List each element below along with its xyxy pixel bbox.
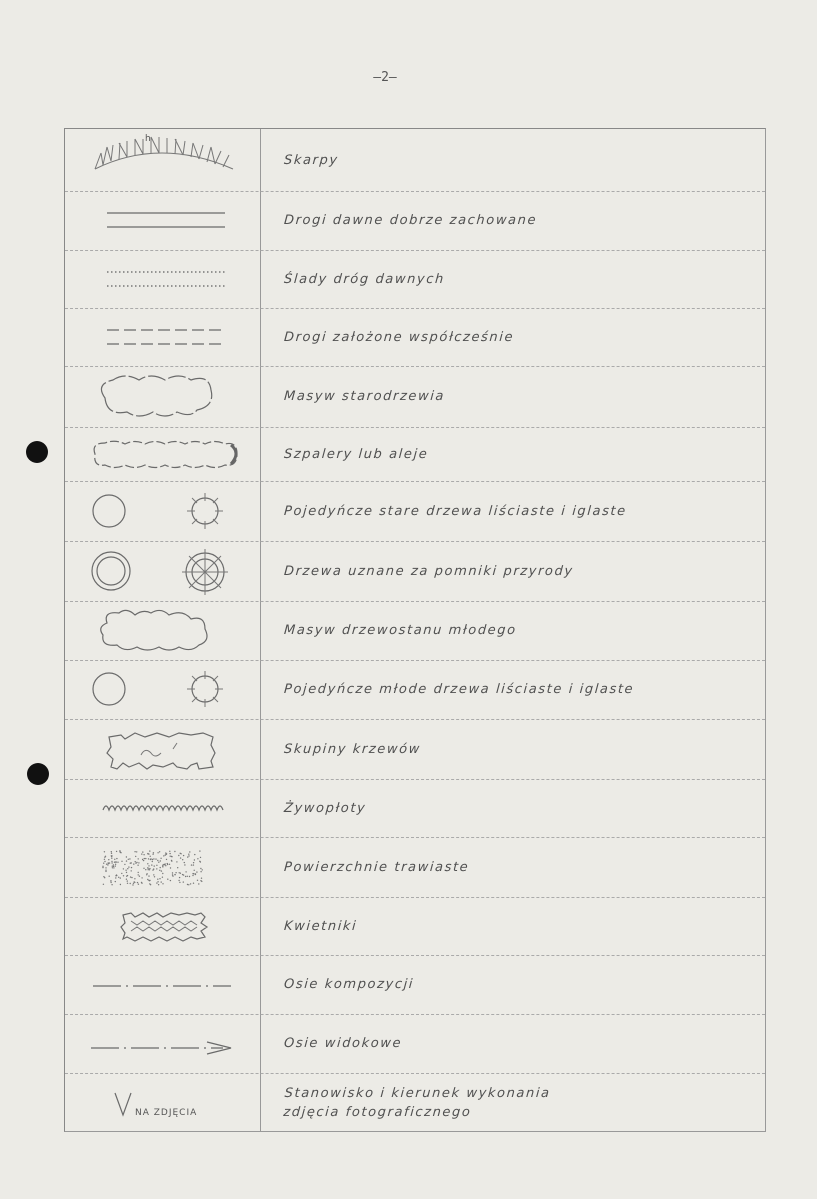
legend-row-young-tree-mass	[65, 601, 765, 661]
label-cell	[284, 1073, 759, 1132]
double-dashed-line-icon	[65, 308, 260, 366]
legend-label: Drzewa uznane za pomniki przyrody	[283, 563, 575, 579]
legend-label	[283, 1084, 552, 1122]
legend-row-shrub-groups	[65, 719, 765, 780]
legend-label-line: zdjęcia fotograficznego	[282, 1104, 472, 1120]
legend-label: Skarpy	[283, 152, 340, 168]
legend-row-grass-areas	[65, 837, 765, 898]
single-tree-icon	[65, 481, 260, 541]
young-single-tree-icon	[65, 660, 260, 719]
photo-symbol-caption: NA ZDJĘCIA	[135, 1108, 198, 1118]
label-cell	[284, 541, 759, 601]
double-solid-line-icon	[65, 191, 260, 250]
legend-row-escarpment	[65, 129, 765, 192]
tree-mass-cloud-icon	[65, 366, 260, 427]
label-cell	[284, 897, 759, 955]
legend-row-single-young-trees	[65, 660, 765, 720]
young-tree-mass-icon	[65, 601, 260, 660]
label-cell	[284, 779, 759, 837]
legend-label: Masyw starodrzewia	[283, 389, 446, 404]
legend-row-single-old-trees	[65, 481, 765, 542]
legend-label: Drogi dawne dobrze zachowane	[283, 213, 538, 228]
legend-row-view-axes	[65, 1014, 765, 1074]
escarpment-hachure-icon	[65, 129, 260, 191]
legend-label: Pojedyńcze młode drzewa liściaste i iglaste	[283, 682, 635, 697]
legend-label: Szpalery lub aleje	[283, 446, 429, 462]
label-cell	[284, 719, 759, 779]
legend-label: Powierzchnie trawiaste	[283, 859, 470, 875]
legend-label-line: Stanowisko i kierunek wykonania	[284, 1085, 552, 1101]
legend-row-composition-axes	[65, 955, 765, 1015]
label-cell	[284, 601, 759, 660]
label-cell	[284, 191, 759, 250]
label-cell	[284, 955, 759, 1014]
legend-row-hedges	[65, 779, 765, 838]
shrub-group-icon	[65, 719, 260, 779]
punch-hole-top	[26, 441, 48, 463]
label-cell	[284, 660, 759, 719]
page-number: –2–	[373, 70, 397, 85]
legend-row-modern-roads	[65, 308, 765, 367]
label-cell	[284, 837, 759, 897]
photo-position-icon	[65, 1073, 260, 1132]
double-dotted-line-icon	[65, 250, 260, 308]
label-cell	[284, 250, 759, 308]
label-cell	[284, 1014, 759, 1073]
dash-dot-axis-icon	[65, 955, 260, 1014]
legend-label: Kwietniki	[283, 918, 358, 934]
label-cell	[284, 129, 759, 191]
label-cell	[284, 308, 759, 366]
legend-row-old-road-traces	[65, 250, 765, 309]
legend-label: Skupiny krzewów	[283, 741, 422, 757]
grass-stipple-icon	[65, 837, 260, 897]
legend-row-flowerbeds	[65, 897, 765, 956]
legend-row-photo-position	[65, 1073, 765, 1132]
label-cell	[284, 366, 759, 427]
legend-table	[64, 128, 766, 1132]
monument-tree-icon	[65, 541, 260, 601]
legend-label: Osie kompozycji	[283, 977, 415, 992]
legend-label: Ślady dróg dawnych	[283, 271, 446, 287]
legend-row-old-tree-mass	[65, 366, 765, 428]
flowerbed-icon	[65, 897, 260, 955]
hedge-wave-icon	[65, 779, 260, 837]
legend-label: Żywopłoty	[283, 800, 367, 816]
legend-label: Pojedyńcze stare drzewa liściaste i iglaste	[283, 503, 628, 519]
legend-label: Masyw drzewostanu młodego	[283, 623, 518, 638]
legend-label: Osie widokowe	[283, 1036, 403, 1051]
legend-label: Drogi założone współcześnie	[283, 329, 515, 345]
svg-text:h: h	[145, 134, 152, 144]
punch-hole-bottom	[27, 763, 49, 785]
legend-row-old-roads-preserved	[65, 191, 765, 251]
tree-row-chain-icon	[65, 427, 260, 481]
label-cell	[284, 427, 759, 481]
label-cell	[284, 481, 759, 541]
legend-row-tree-rows-alleys	[65, 427, 765, 482]
arrow-axis-icon	[65, 1014, 260, 1073]
legend-row-monument-trees	[65, 541, 765, 602]
